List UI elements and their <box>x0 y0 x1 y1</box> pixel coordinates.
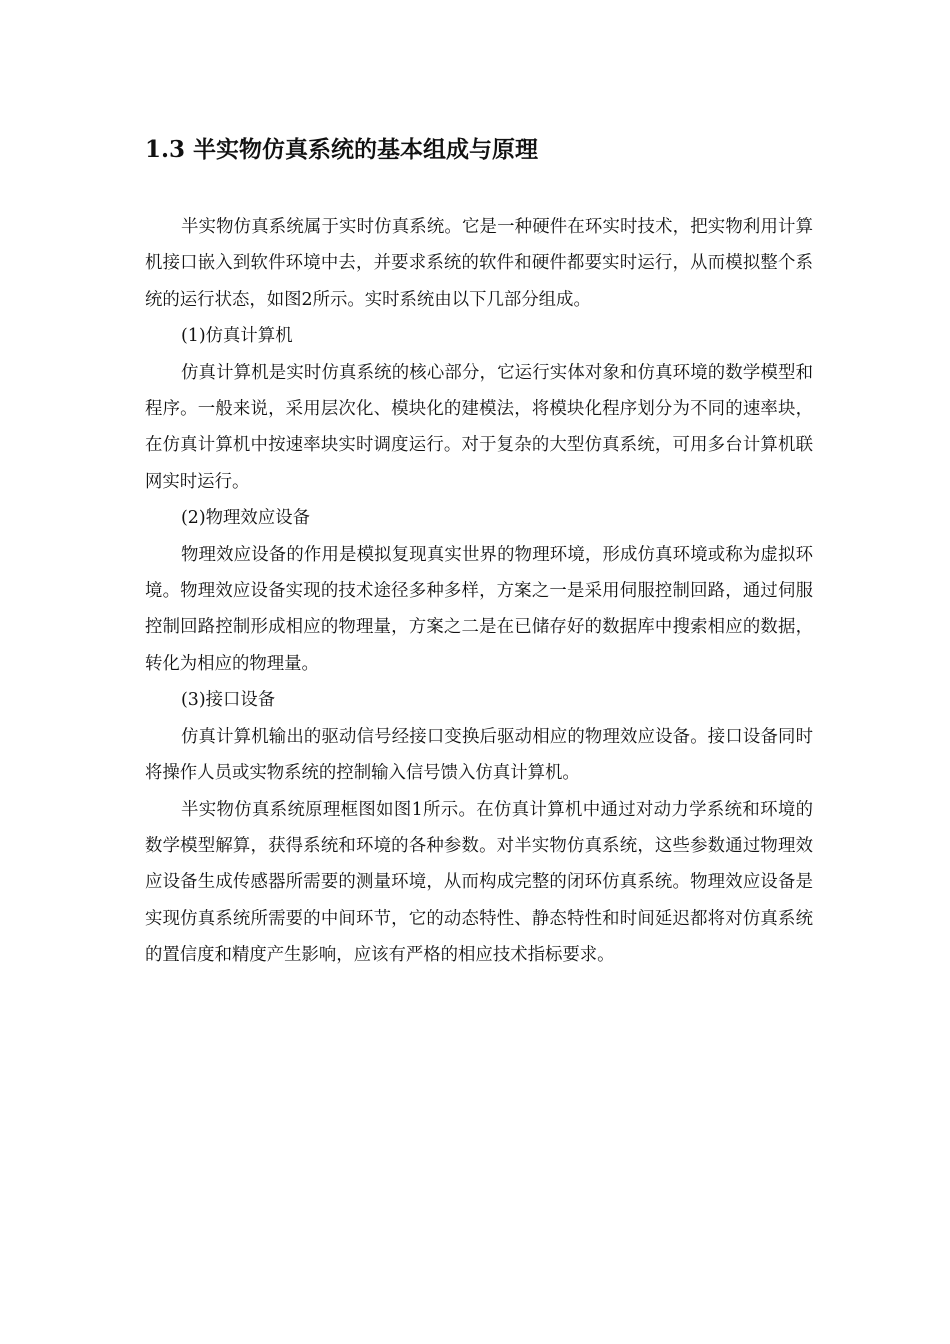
subheading-simulation-computer: (1)仿真计算机 <box>181 326 293 347</box>
subheading-interface-equipment: (3)接口设备 <box>181 690 276 711</box>
principle-paragraph: 半实物仿真系统原理框图如图1所示。在仿真计算机中通过对动力学系统和环境的数学模型解算，获得系统和环境的各种参数。对半实物仿真系统，这些参数通过物理效应设备生成传感器所需要的测量环境，从而构成完整的闭环仿真系统。物理效应设备是实现仿真系统所需要的中间环节，它的动态特性、静态特性和时间延迟都将对仿真系统的置信度和精度产生影响，应该有严格的相应技术指标要求。 <box>145 799 813 966</box>
simulation-computer-paragraph: 仿真计算机是实时仿真系统的核心部分，它运行实体对象和仿真环境的数学模型和程序。一般来说，采用层次化、模块化的建模法，将模块化程序划分为不同的速率块，在仿真计算机中按速率块实时调度运行。对于复杂的大型仿真系统，可用多台计算机联网实时运行。 <box>145 362 813 492</box>
section-title: 1.3 半实物仿真系统的基本组成与原理 <box>145 136 539 163</box>
document-body <box>145 209 813 974</box>
subheading-physical-effect-equipment: (2)物理效应设备 <box>181 508 310 529</box>
interface-equipment-paragraph: 仿真计算机输出的驱动信号经接口变换后驱动相应的物理效应设备。接口设备同时将操作人员或实物系统的控制输入信号馈入仿真计算机。 <box>145 726 813 784</box>
intro-paragraph: 半实物仿真系统属于实时仿真系统。它是一种硬件在环实时技术，把实物利用计算机接口嵌入到软件环境中去，并要求系统的软件和硬件都要实时运行，从而模拟整个系统的运行状态，如图2所示。实时系统由以下几部分组成。 <box>145 217 813 310</box>
physical-effect-equipment-paragraph: 物理效应设备的作用是模拟复现真实世界的物理环境，形成仿真环境或称为虚拟环境。物理效应设备实现的技术途径多种多样，方案之一是采用伺服控制回路，通过伺服控制回路控制形成相应的物理量，方案之二是在已储存好的数据库中搜索相应的数据，转化为相应的物理量。 <box>145 544 813 674</box>
